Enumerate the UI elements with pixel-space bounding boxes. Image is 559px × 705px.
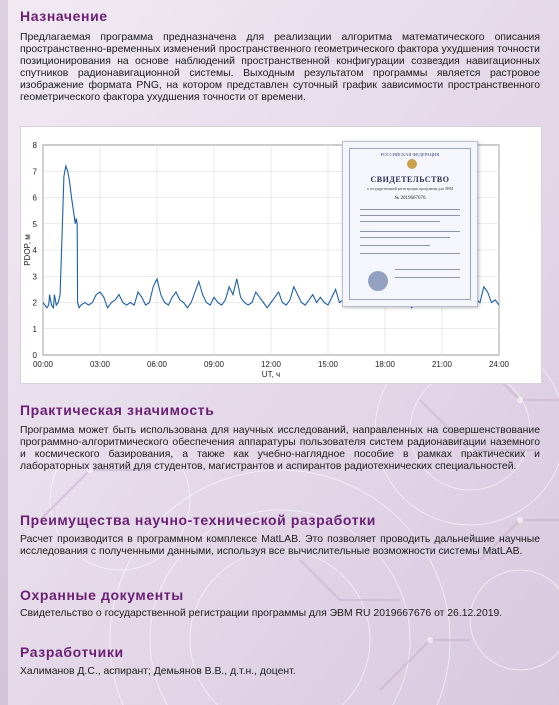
x-tick-label: 15:00 (317, 360, 339, 369)
section-text-documents: Свидетельство о государственной регистрации программы для ЭВМ RU 2019667676 от 26.12.2019. (20, 608, 503, 619)
certificate-text-line (360, 215, 460, 216)
section-text-developers: Халиманов Д.С., аспирант; Демьянов В.В., д.т.н., доцент. (20, 666, 296, 677)
section-text-purpose: Предлагаемая программа предназначена для реализации алгоритма математического описания пространственно-временных изменений пространственного геометрического фактора ухудшения точности позиционирования на основе наблюдений пространственной конфигурации созвездия навигационных спутников радионавигационной системы. Выходным результатом программы является растровое изображение формата PNG, на котором представлен суточный график зависимости пространственного геометрического фактора ухудшения точности от времени. (20, 32, 540, 103)
section-heading-significance: Практическая значимость (20, 402, 215, 418)
section-text-significance: Программа может быть использована для научных исследований, направленных на совершенствование программно-алгоритмического обеспечения аппаратуры пользователя систем радионавигации наземного и космического базирования, а также как учебно-наглядное пособие в рамках практических и лабораторных занятий для студентов, магистрантов и аспирантов радиотехнических специальностей. (20, 425, 540, 472)
certificate-text-line (360, 237, 450, 238)
y-tick-label: 2 (32, 298, 37, 308)
y-tick-label: 4 (32, 246, 37, 255)
x-tick-label: 03:00 (89, 360, 111, 369)
certificate-text-line (360, 245, 430, 246)
y-tick-label: 6 (32, 193, 37, 203)
certificate-text-line (360, 209, 460, 210)
x-tick-label: 06:00 (146, 360, 168, 369)
x-tick-label: 18:00 (374, 360, 396, 369)
certificate-country: РОССИЙСКАЯ ФЕДЕРАЦИЯ (380, 152, 440, 157)
certificate-text-line (395, 277, 460, 278)
certificate-text-line (360, 231, 460, 232)
certificate-text-line (360, 221, 440, 222)
certificate-seal-icon (368, 271, 388, 291)
certificate-number: № 2019667676 (394, 196, 426, 201)
x-tick-label: 00:00 (32, 360, 54, 369)
x-axis-label: UT, ч (261, 370, 281, 379)
section-heading-purpose: Назначение (20, 8, 108, 24)
certificate-image (342, 141, 478, 307)
x-tick-label: 24:00 (488, 360, 510, 369)
certificate-emblem-icon (407, 159, 417, 169)
pdop-chart-figure (20, 126, 542, 384)
y-tick-label: 1 (32, 324, 37, 334)
certificate-subtitle: о государственной регистрации программы для ЭВМ (366, 187, 454, 191)
section-heading-documents: Охранные документы (20, 587, 184, 603)
y-tick-label: 8 (32, 141, 37, 150)
certificate-frame (349, 148, 471, 300)
section-heading-advantages: Преимущества научно-технической разработки (20, 512, 376, 528)
y-tick-label: 3 (32, 272, 37, 282)
y-axis-label: PDOP, м (23, 234, 32, 266)
y-tick-label: 7 (32, 167, 37, 177)
certificate-title: СВИДЕТЕЛЬСТВО (370, 175, 450, 184)
y-tick-label: 0 (32, 351, 37, 360)
x-tick-label: 12:00 (260, 360, 282, 369)
x-tick-label: 21:00 (431, 360, 453, 369)
y-tick-label: 5 (32, 219, 37, 229)
section-heading-developers: Разработчики (20, 644, 124, 660)
x-tick-label: 09:00 (203, 360, 225, 369)
certificate-text-line (395, 269, 460, 270)
certificate-text-line (360, 253, 460, 254)
section-text-advantages: Расчет производится в программном комплексе MatLAB. Это позволяет проводить дальнейшие научные исследования с полученными данными, используя все вычислительные возможности системы MatLAB. (20, 534, 540, 557)
